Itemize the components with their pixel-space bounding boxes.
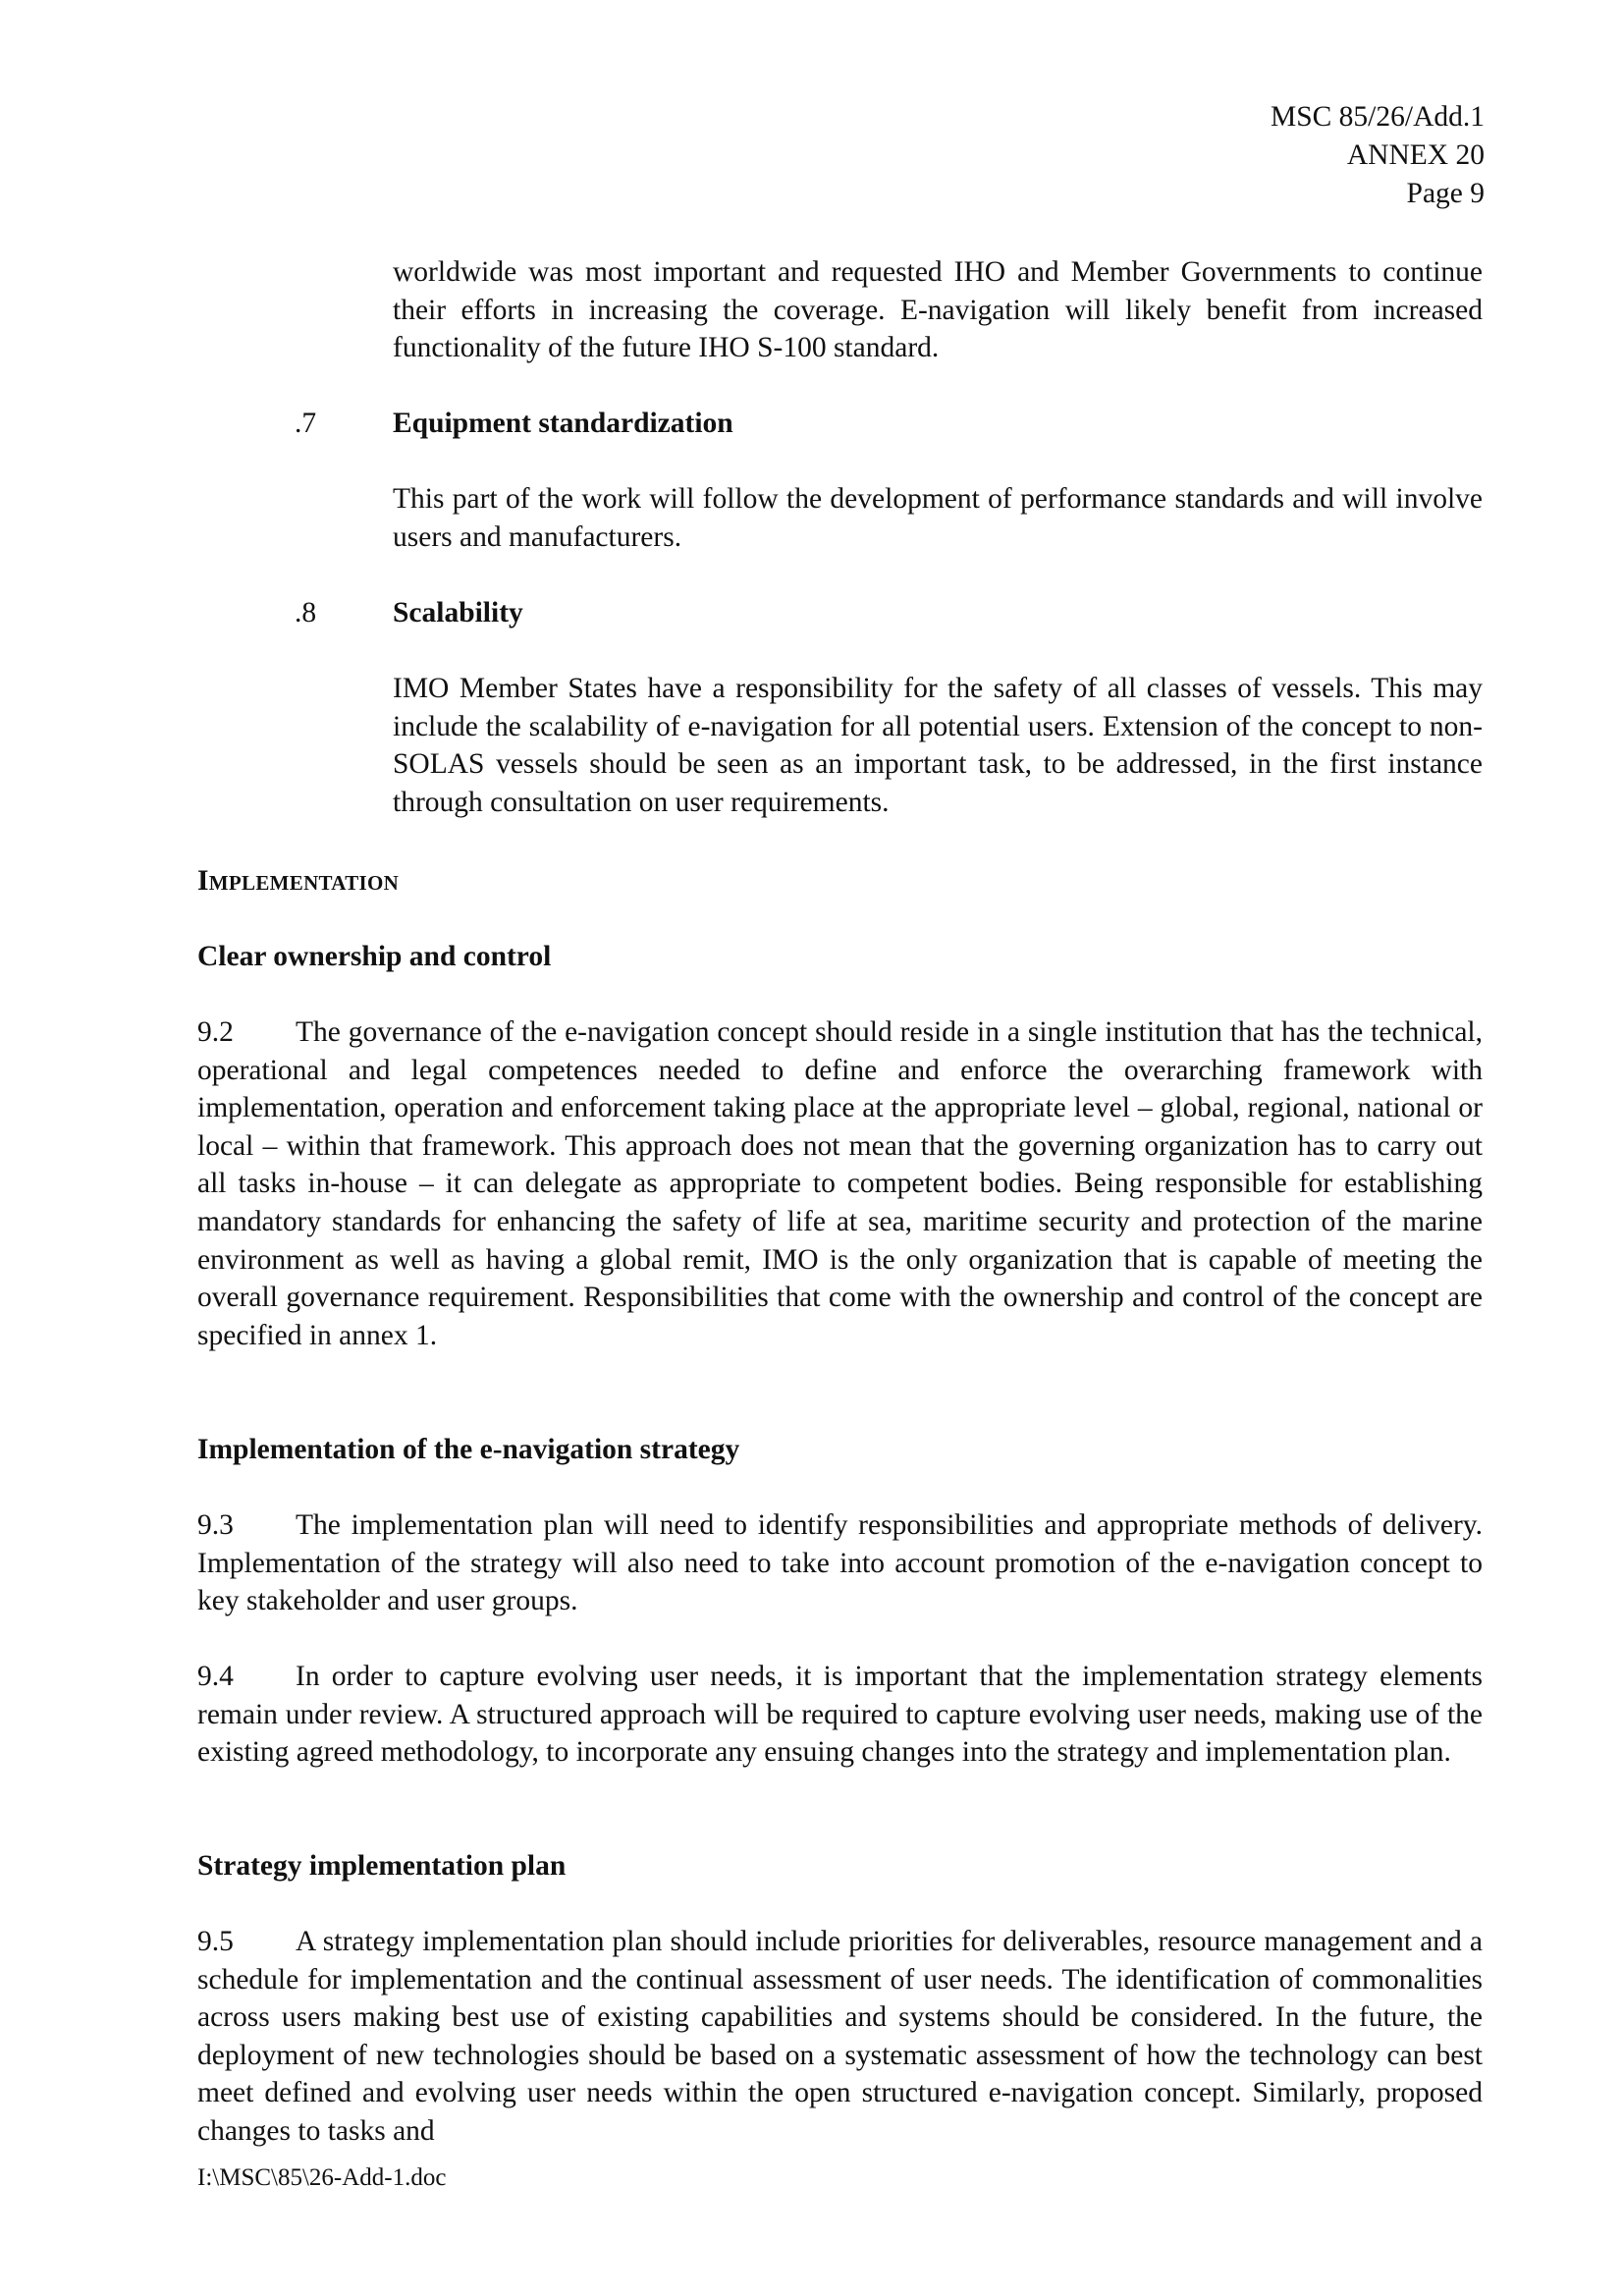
file-path-footer: I:\MSC\85\26-Add-1.doc [197, 2164, 447, 2191]
paragraph-number: 9.4 [197, 1661, 234, 1692]
doc-reference: MSC 85/26/Add.1 [1270, 101, 1485, 133]
item-heading: Scalability [393, 597, 523, 629]
subsection-heading: Clear ownership and control [197, 941, 552, 972]
item-number: .8 [295, 597, 317, 629]
section-title: Implementation [197, 865, 400, 897]
paragraph-text: The implementation plan will need to identify responsibilities and appropriate methods of delivery. Implementation of the strategy will also need to take into account promotion of the e-navigation concept to key stakeholder and user groups. [197, 1509, 1483, 1617]
numbered-paragraph [197, 1013, 1483, 1354]
paragraph-text: In order to capture evolving user needs, it is important that the implementation strategy elements remain under review. A structured approach will be required to capture evolving user needs, making use of the existing agreed methodology, to incorporate any ensuing changes into the strategy and implementation plan. [197, 1661, 1483, 1769]
paragraph-text: The governance of the e-navigation concept should reside in a single institution that has the technical, operational and legal competences needed to define and enforce the overarching framework with implementation, operation and enforcement taking place at the appropriate level – global, regional, national or local – within that framework. This approach does not mean that the governing organization has to carry out all tasks in-house – it can delegate as appropriate to competent bodies. Being responsible for establishing mandatory standards for enhancing the safety of life at sea, maritime security and protection of the marine environment as well as having a global remit, IMO is the only organization that is capable of meeting the overall governance requirement. Responsibilities that come with the ownership and control of the concept are specified in annex 1. [197, 1016, 1483, 1351]
item-number: .7 [295, 408, 317, 439]
paragraph-number: 9.2 [197, 1016, 234, 1048]
annex-label: ANNEX 20 [1346, 139, 1485, 171]
item-paragraph: This part of the work will follow the development of performance standards and will involve users and manufacturers. [393, 483, 1483, 553]
item-heading: Equipment standardization [393, 408, 733, 439]
paragraph-number: 9.3 [197, 1509, 234, 1541]
numbered-paragraph [197, 1658, 1483, 1772]
subsection-heading: Strategy implementation plan [197, 1850, 567, 1882]
numbered-paragraph [197, 1506, 1483, 1620]
subsection-heading: Implementation of the e-navigation strategy [197, 1434, 740, 1465]
paragraph-text: A strategy implementation plan should include priorities for deliverables, resource management and a schedule for implementation and the continual assessment of user needs. The identification of commonalities across users making best use of existing capabilities and systems should be considered. In the future, the deployment of new technologies should be based on a systematic assessment of how the technology can best meet defined and evolving user needs within the open structured e-navigation concept. Similarly, proposed changes to tasks and [197, 1926, 1483, 2147]
page-header [1271, 98, 1485, 213]
continuation-paragraph: worldwide was most important and requested IHO and Member Governments to continue their efforts in increasing the coverage. E-navigation will likely benefit from increased functionality of the future IHO S-100 standard. [393, 256, 1483, 364]
numbered-paragraph [197, 1923, 1483, 2151]
item-paragraph: IMO Member States have a responsibility for the safety of all classes of vessels. This may include the scalability of e-navigation for all potential users. Extension of the concept to non-SOLAS vessels should be seen as an important task, to be addressed, in the first instance through consultation on user requirements. [393, 673, 1483, 818]
paragraph-number: 9.5 [197, 1926, 234, 1957]
page-number: Page 9 [1406, 178, 1485, 209]
